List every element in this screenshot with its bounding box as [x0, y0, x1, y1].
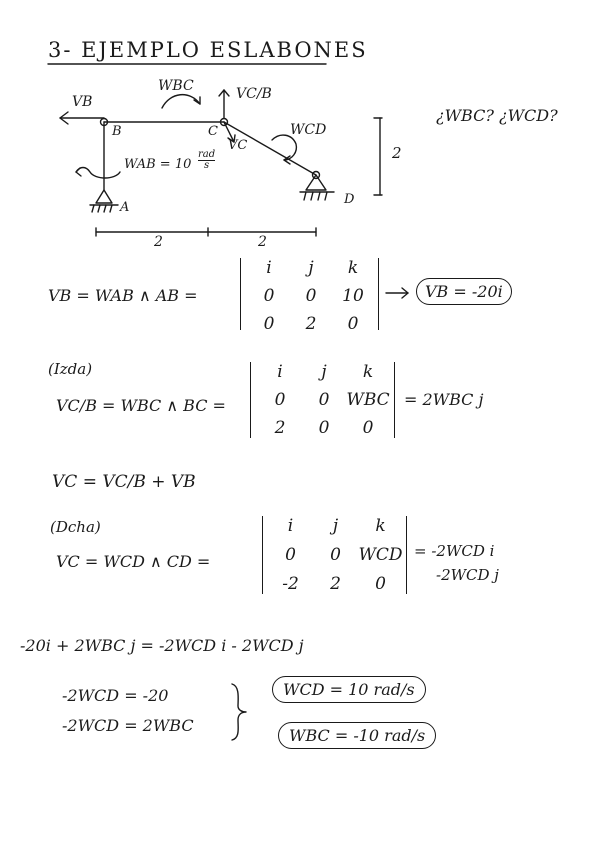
label-wbc: WBC [158, 78, 194, 94]
label-vcb: VC/B [236, 86, 272, 102]
label-height: 2 [392, 144, 402, 162]
eq1-result: VB = -20i [416, 278, 512, 305]
label-wab-unit: rad s [198, 149, 216, 171]
eq4-result1: = -2WCD i [414, 542, 495, 560]
eq3: VC = VC/B + VB [52, 472, 196, 492]
eq4-lhs: VC = WCD ∧ CD = [56, 552, 211, 571]
eq1-lhs: VB = WAB ∧ AB = [48, 286, 198, 305]
label-dim-left: 2 [154, 234, 163, 250]
label-a: A [120, 200, 130, 215]
label-wcd: WCD [290, 122, 327, 138]
eq2-matrix: i j k 0 0 WBC 2 0 0 [274, 362, 390, 438]
eq2-result: = 2WBC j [404, 390, 484, 409]
eq5: -20i + 2WBC j = -2WCD i - 2WCD j [20, 636, 304, 655]
question: ¿WBC? ¿WCD? [436, 106, 558, 125]
answer-wbc: WBC = -10 rad/s [278, 722, 436, 749]
eq2-label: (Izda) [48, 360, 93, 378]
eq4-result2: -2WCD j [436, 566, 499, 584]
page-title: 3- EJEMPLO ESLABONES [48, 38, 368, 62]
label-b: B [112, 124, 122, 139]
eq2-lhs: VC/B = WBC ∧ BC = [56, 396, 226, 415]
label-c: C [208, 124, 218, 139]
eq1-matrix: i j k 0 0 10 0 2 0 [263, 258, 364, 334]
answer-wcd: WCD = 10 rad/s [272, 676, 426, 703]
label-wab: WAB = 10 [124, 157, 192, 172]
label-vb: VB [72, 94, 93, 110]
eq4-label: (Dcha) [50, 518, 101, 536]
eq4-matrix: i j k 0 0 WCD -2 2 0 [282, 516, 403, 594]
system-line1: -2WCD = -20 [62, 686, 169, 705]
system-line2: -2WCD = 2WBC [62, 716, 194, 735]
label-dim-right: 2 [258, 234, 267, 250]
label-vc: VC [228, 138, 248, 153]
label-d: D [344, 192, 355, 207]
